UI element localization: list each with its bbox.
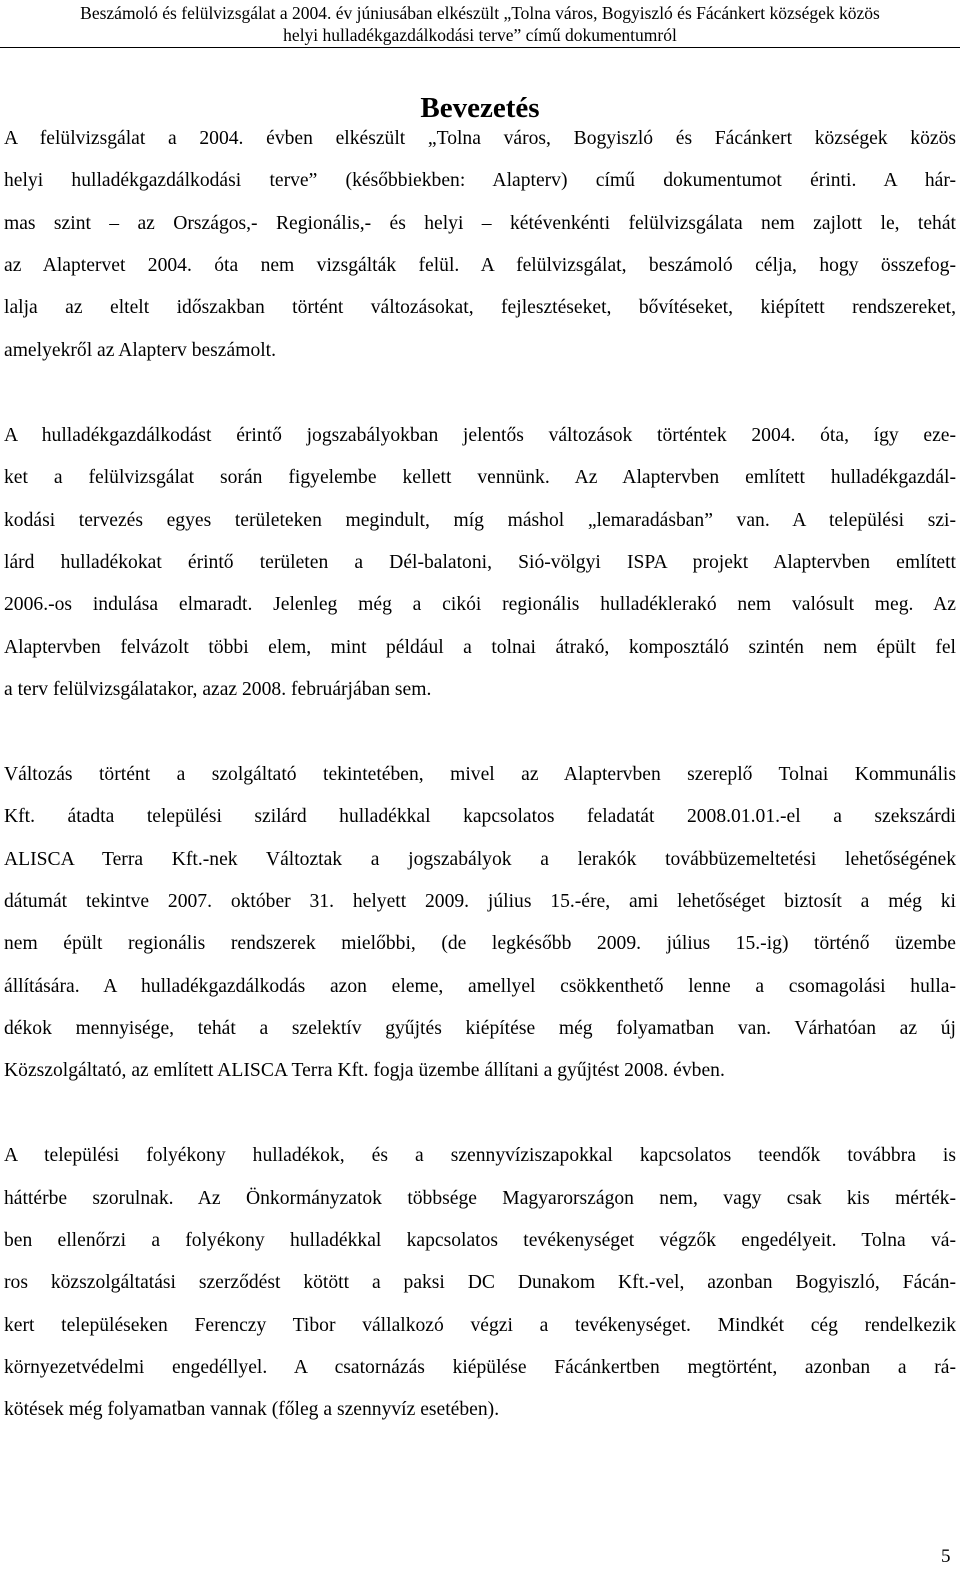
header-line-2: helyi hulladékgazdálkodási terve” című dokumentumról — [283, 25, 677, 45]
paragraph-3-line-4: dátumát tekintve 2007. október 31. helyett 2009. július 15.-ére, ami lehetőséget biztosít a még ki — [4, 891, 956, 912]
paragraph-2-line-6: Alaptervben felvázolt többi elem, mint például a tolnai átrakó, komposztáló szintén nem épült fel — [4, 637, 956, 658]
paragraph-3-line-1: Változás történt a szolgáltató tekintetében, mivel az Alaptervben szereplő Tolnai Kommunális — [4, 764, 956, 785]
page-number: 5 — [941, 1546, 951, 1567]
paragraph-2-line-5: 2006.-os indulása elmaradt. Jelenleg még a cikói regionális hulladéklerakó nem valósult meg. Az — [4, 594, 956, 615]
paragraph-1-line-5: lalja az eltelt időszakban történt változásokat, fejlesztéseket, bővítéseket, kiépített rendszereket, — [4, 297, 956, 318]
header-line-1: Beszámoló és felülvizsgálat a 2004. év júniusában elkészült „Tolna város, Bogyiszló és Fácánkert községek közös — [80, 3, 880, 23]
paragraph-4-line-7: kötések még folyamatban vannak (főleg a szennyvíz esetében). — [4, 1399, 500, 1420]
paragraph-3-line-3: ALISCA Terra Kft.-nek Változtak a jogszabályok a lerakók továbbüzemeltetési lehetőségének — [4, 849, 956, 870]
paragraph-4-line-4: ros közszolgáltatási szerződést kötött a paksi DC Dunakom Kft.-vel, azonban Bogyiszló, Fácán- — [4, 1272, 956, 1293]
paragraph-2-line-3: kodási tervezés egyes területeken megindult, míg máshol „lemaradásban” van. A települési szi- — [4, 510, 956, 531]
paragraph-4-line-6: környezetvédelmi engedéllyel. A csatornázás kiépülése Fácánkertben megtörtént, azonban a rá- — [4, 1357, 956, 1378]
paragraph-3-line-5: nem épült regionális rendszerek mielőbbi, (de legkésőbb 2009. július 15.-ig) történő üzembe — [4, 933, 956, 954]
paragraph-3-line-8: Közszolgáltató, az említett ALISCA Terra Kft. fogja üzembe állítani a gyűjtést 2008. évben. — [4, 1060, 725, 1081]
header-divider — [0, 47, 960, 48]
paragraph-4-line-1: A települési folyékony hulladékok, és a szennyvíziszapokkal kapcsolatos teendők továbbra is — [4, 1145, 956, 1166]
paragraph-4-line-3: ben ellenőrzi a folyékony hulladékkal kapcsolatos tevékenységet végzők engedélyeit. Tolna vá- — [4, 1230, 956, 1251]
paragraph-3-line-7: dékok mennyisége, tehát a szelektív gyűjtés kiépítése még folyamatban van. Várhatóan az új — [4, 1018, 956, 1039]
section-title: Bevezetés — [420, 92, 540, 124]
paragraph-3-line-6: állítására. A hulladékgazdálkodás azon eleme, amellyel csökkenthető lenne a csomagolási hulla- — [4, 976, 956, 997]
running-header — [0, 0, 960, 47]
paragraph-1-line-3: mas szint – az Országos,- Regionális,- és helyi – kétévenkénti felülvizsgálata nem zajlott le, tehát — [4, 213, 956, 234]
paragraph-4-line-5: kert településeken Ferenczy Tibor vállalkozó végzi a tevékenységet. Mindkét cég rendelkezik — [4, 1315, 956, 1336]
paragraph-2-line-4: lárd hulladékokat érintő területen a Dél-balatoni, Sió-völgyi ISPA projekt Alaptervben említett — [4, 552, 956, 573]
paragraph-4-line-2: háttérbe szorulnak. Az Önkormányzatok többsége Magyarországon nem, vagy csak kis mérték- — [4, 1188, 956, 1209]
paragraph-2-line-2: ket a felülvizsgálat során figyelembe kellett vennünk. Az Alaptervben említett hulladékgazdál- — [4, 467, 956, 488]
paragraph-1-line-2: helyi hulladékgazdálkodási terve” (későbbiekben: Alapterv) című dokumentumot érinti. A hár- — [4, 170, 956, 191]
paragraph-2-line-1: A hulladékgazdálkodást érintő jogszabályokban jelentős változások történtek 2004. óta, így eze- — [4, 425, 956, 446]
paragraph-1-line-4: az Alaptervet 2004. óta nem vizsgálták felül. A felülvizsgálat, beszámoló célja, hogy összefog- — [4, 255, 956, 276]
paragraph-1-line-6: amelyekről az Alapterv beszámolt. — [4, 340, 277, 361]
paragraph-3-line-2: Kft. átadta települési szilárd hulladékkal kapcsolatos feladatát 2008.01.01.-el a szekszárdi — [4, 806, 956, 827]
paragraph-2-line-7: a terv felülvizsgálatakor, azaz 2008. februárjában sem. — [4, 679, 432, 700]
paragraph-1-line-1: A felülvizsgálat a 2004. évben elkészült „Tolna város, Bogyiszló és Fácánkert községek közös — [4, 128, 956, 149]
